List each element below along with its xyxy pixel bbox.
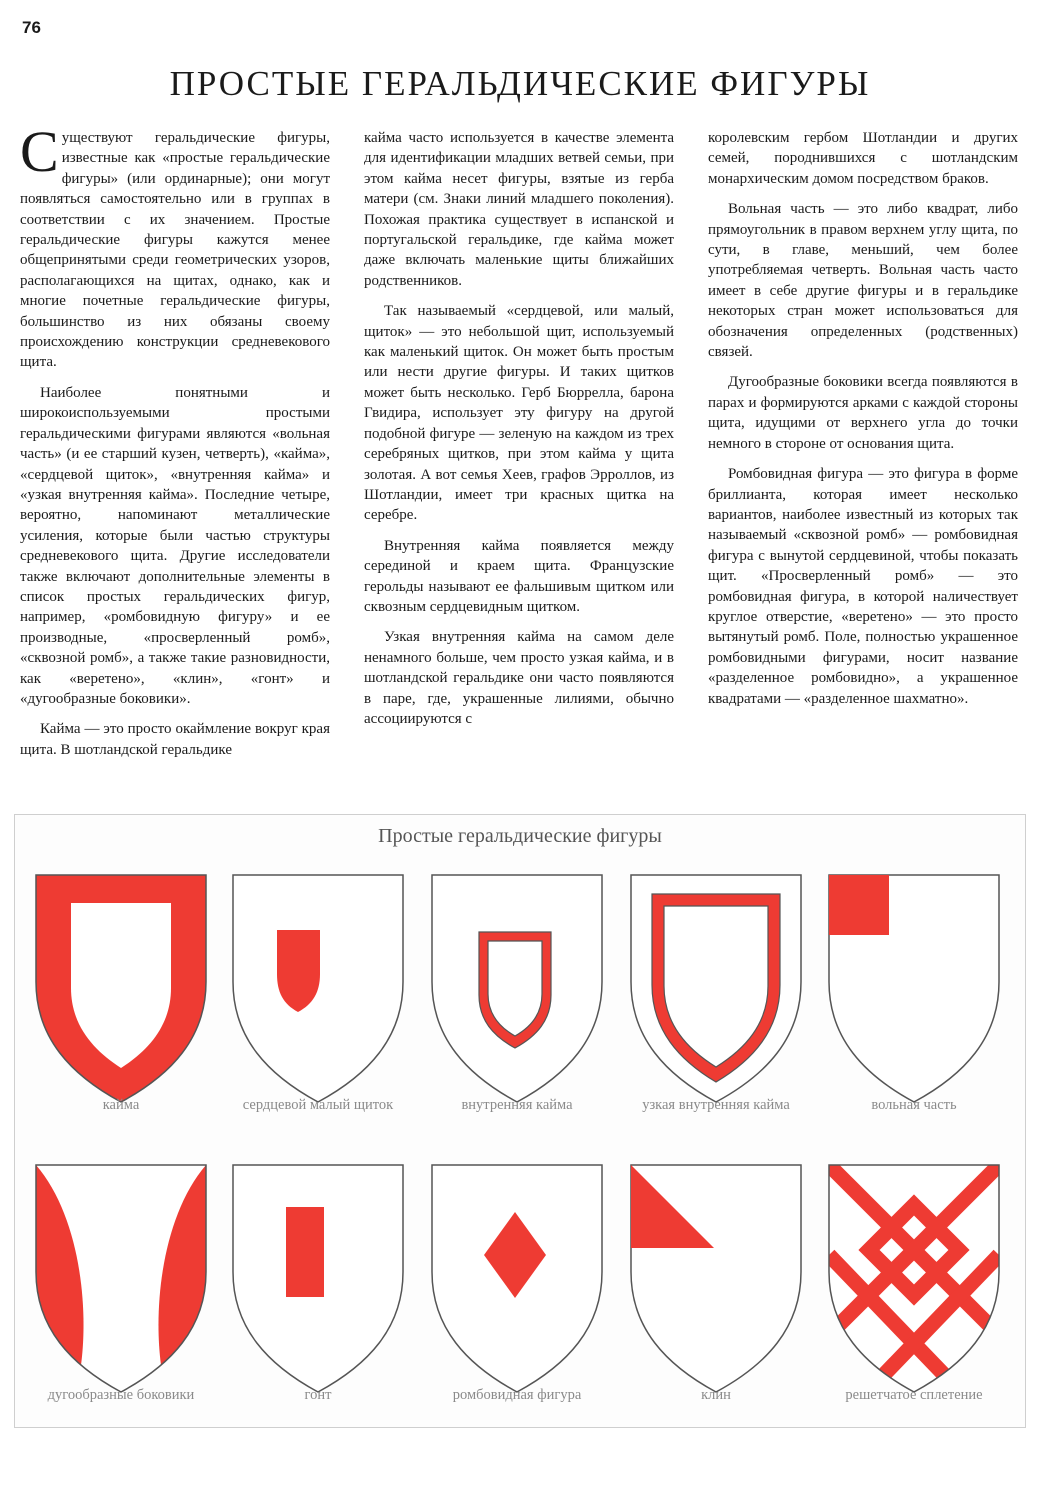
paragraph-text: уществуют геральдические фигуры, известные как «простые геральдические фигуры» (или ординарные); они могут появляться самостоятельно или в группах в соответствии с их значением. Простые геральдические фигуры кажутся менее общепринятыми среди геометрических узоров, располагающихся на щитах, однако, как и многие почетные геральдические фигуры, большинство из них обязаны своему происхождению конструкции средневекового щита. <box>20 130 330 371</box>
shield-canton <box>824 870 1004 1106</box>
shield-fret <box>824 1160 1004 1396</box>
drop-cap: С <box>20 119 59 184</box>
caption-bordure: кайма <box>102 1097 140 1113</box>
article-body <box>20 119 1020 800</box>
paragraph: Ромбовидная фигура — это фигура в форме бриллианта, которая имеет несколько вариантов, наиболее известный из которых так называемый «сквозной ромб» — ромбовидная фигура с вынутой сердцевиной, чтобы показать щит. «Просверленный ромб» — это ромбовидная фигура, в которой наличествует круглое отверстие, «веретено» — это просто вытянутый ромб. Поле, полностью украшенное ромбовидными фигурами, носит название «разделенное ромбовидно», а украшенное квадратами — «разделенное шахматно». <box>708 466 1018 707</box>
caption-flanches: дугообразные боковики <box>47 1387 195 1403</box>
paragraph: Дугообразные боковики всегда появляются в парах и формируются арками с каждой стороны щита, идущими от верхнего угла до точки немного в стороне от основания щита. <box>708 374 1018 452</box>
shield-lozenge <box>427 1160 607 1396</box>
caption-orle: внутренняя кайма <box>461 1097 573 1113</box>
caption-canton: вольная часть <box>871 1097 957 1113</box>
column-1 <box>20 119 330 800</box>
caption-fret: решетчатое сплетение <box>845 1387 983 1403</box>
figure-panel <box>14 814 1026 1428</box>
caption-tressure: узкая внутренняя кайма <box>642 1097 790 1113</box>
caption-gyron: клин <box>701 1387 731 1403</box>
paragraph: Кайма — это просто окаймление вокруг края щита. В шотландской геральдике <box>20 721 330 758</box>
shield-flanches <box>31 1160 211 1396</box>
paragraph: Вольная часть — это либо квадрат, либо прямоугольник в правом верхнем углу щита, по сути, в главе, меньший, чем более употребляемая четверть. Вольная часть часто имеет в себе другие фигуры и в геральдике некоторых стран может использоваться для обозначения определенных (родственных) связей. <box>708 201 1018 361</box>
paragraph: Узкая внутренняя кайма на самом деле ненамного больше, чем просто узкая кайма, и в шотландской геральдике они часто появляются в паре, где, украшенные лилиями, обычно ассоциируются с <box>364 629 674 727</box>
caption-lozenge: ромбовидная фигура <box>452 1387 582 1403</box>
shield-inescutcheon <box>228 870 408 1106</box>
figure-title: Простые геральдические фигуры <box>378 825 662 847</box>
page-title: ПРОСТЫЕ ГЕРАЛЬДИЧЕСКИЕ ФИГУРЫ <box>169 64 871 103</box>
shield-gyron <box>626 1160 806 1396</box>
paragraph: Внутренняя кайма появляется между серединой и краем щита. Французские герольды называют ее фальшивым щитком или сквозным сердцевидным щитком. <box>364 537 674 615</box>
shield-orle <box>427 870 607 1106</box>
paragraph: кайма часто используется в качестве элемента для идентификации младших ветвей семьи, при этом кайма несет фигуры, взятые из герба матери (см. Знаки линий младшего поколения). Похожая практика существует в испанской и португальской геральдике, где кайма может даже включать маленькие щиты ближайших родственников. <box>364 130 674 289</box>
paragraph: Наиболее понятными и широкоиспользуемыми простыми геральдическими фигурами являются «вольная часть» (и ее старший кузен, четверть), «кайма», «сердцевой щиток», «внутренняя кайма» и «узкая внутренняя кайма». Последние четыре, вероятно, напоминают металлические усиления, которые были частью структуры средневекового щита. Другие исследователи также включают дополнительные элементы в список простых геральдических фигур, например, «ромбовидную фигуру» и ее производные, «просверленный ромб», «сквозной ромб», а также такие разновидности, как «веретено», «клин», «гонт» и «дугообразные боковики». <box>20 384 330 707</box>
shield-bordure <box>31 870 211 1106</box>
paragraph: королевским гербом Шотландии и других семей, породнившихся с шотландским монархическим домом посредством браков. <box>708 130 1018 187</box>
column-3 <box>708 128 1018 800</box>
shield-tressure <box>626 870 806 1106</box>
shield-billet <box>228 1160 408 1396</box>
caption-inescutcheon: сердцевой малый щиток <box>242 1097 394 1113</box>
caption-billet: гонт <box>304 1387 332 1403</box>
page-number: 76 <box>22 18 41 37</box>
column-2 <box>364 128 674 800</box>
paragraph: Так называемый «сердцевой, или малый, щиток» — это небольшой щит, используемый как маленький щиток. Он может быть простым или нести другие фигуры. И таких щитков может быть несколько. Герб Бюррелла, барона Гвидира, использует эту фигуру на другой подобной фигуре — зеленую на каждом из трех серебряных щитков, при этом кайма у щита золотая. А вот семья Хеев, графов Эрроллов, из Шотландии, имеет три красных щитка на серебре. <box>364 303 674 524</box>
paragraph <box>20 119 330 373</box>
